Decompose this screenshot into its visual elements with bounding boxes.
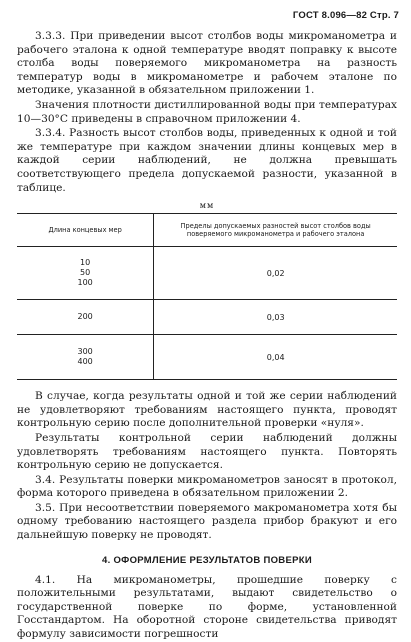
paragraph-control-series: В случае, когда результаты одной и той же серии наблюдений не удовлетворяют требованиям настоящего пункта, проводят контрольную серию после дополнительной проверки «нуля». xyxy=(17,390,397,430)
tolerance-table xyxy=(17,213,397,380)
page-content xyxy=(17,30,397,642)
paragraph-control-results: Результаты контрольной серии наблюдений должны удовлетворять требованиям настоящего пункта. Повторять контрольную серию не допускается. xyxy=(17,431,397,472)
length-value: 50 xyxy=(80,268,91,278)
table-cell-limit: 0,02 xyxy=(266,268,285,278)
table-cell-lengths xyxy=(17,247,154,300)
table-row xyxy=(17,247,397,300)
length-value: 10 xyxy=(80,258,91,268)
table-cell-limit: 0,03 xyxy=(154,300,397,335)
length-value: 100 xyxy=(77,278,93,288)
table-row xyxy=(17,300,397,335)
running-header: ГОСТ 8.096—82 Стр. 7 xyxy=(292,10,399,21)
paragraph-3-3-3: 3.3.3. При приведении высот столбов воды микроманометра и рабочего эталона к одной температуре вводят поправку к высоте столба воды поверяемого микроманометра на разность температур воды в микроманометре и рабочем эталоне по методике, указанной в обязательном приложении 1. xyxy=(17,30,397,97)
section-title: 4. ОФОРМЛЕНИЕ РЕЗУЛЬТАТОВ ПОВЕРКИ xyxy=(102,554,312,566)
table-cell-lengths xyxy=(17,300,154,335)
table-header-length: Длина концевых мер xyxy=(17,214,154,247)
length-value: 400 xyxy=(77,357,93,367)
length-value: 300 xyxy=(77,347,93,357)
paragraph-water-density: Значения плотности дистиллированной воды при температурах 10—30°С приведены в справочном приложении 4. xyxy=(17,98,397,125)
table-cell-lengths xyxy=(17,335,154,380)
length-value: 200 xyxy=(77,312,93,322)
table-row xyxy=(17,335,397,380)
paragraph-3-3-4: 3.3.4. Разность высот столбов воды, приведенных к одной и той же температуре при каждом значении длины концевых мер в каждой серии наблюдений, не должна превышать соответствующего предела допускаемой разности, указанной в таблице. xyxy=(17,127,397,194)
table-units: мм xyxy=(199,201,215,211)
table-header-limits: Пределы допускаемых разностей высот столбов воды поверяемого микроманометра и рабочего эталона xyxy=(154,214,397,247)
paragraph-3-5: 3.5. При несоответствии поверяемого макроманометра хотя бы одному требованию настоящего раздела прибор бракуют и его дальнейшую поверку не проводят. xyxy=(17,501,397,542)
table-cell-limit: 0,04 xyxy=(154,335,397,380)
paragraph-4-1: 4.1. На микроманометры, прошедшие поверку с положительными результатами, выдают свидетельство о государственной поверке по форме, установленной Госстандартом. На оборотной стороне свидетельства приводят формулу зависимости погрешности xyxy=(17,573,397,641)
paragraph-3-4: 3.4. Результаты поверки микроманометров заносят в протокол, форма которого приведена в обязательном приложении 2. xyxy=(17,473,397,500)
